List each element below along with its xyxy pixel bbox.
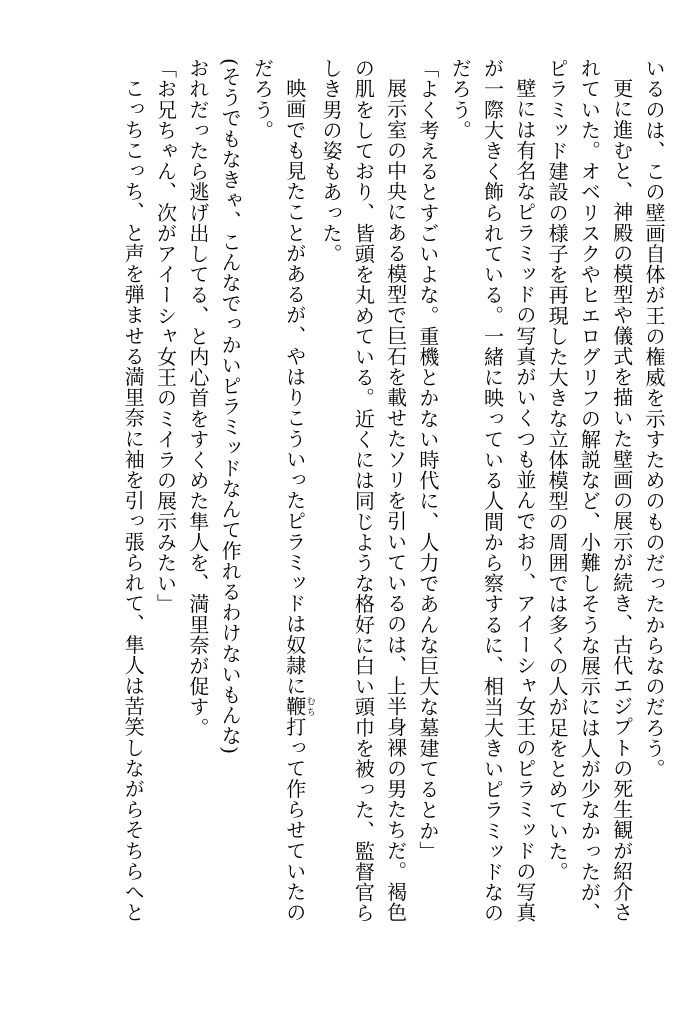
text-line: いるのは、この壁画自体が王の権威を示すためのものだったからなのだろう。 [642,58,666,779]
text-line: だろう。 [250,58,275,141]
text-line: の肌をしており、皆頭を丸めている。近くには同じような格好に白い頭巾を被った、監督官ら [351,58,376,924]
text-line: 展示室の中央にある模型で巨石を載せたソリを引いているのは、上半身裸の男たちだ。褐色 [383,78,408,923]
ruby-base: 鞭 [282,696,307,717]
text-line: しき男の姿もあった。 [319,58,344,264]
text-segment: 映画でも見たことがあるが、やはりこういったピラミッドは奴隷に [282,78,307,696]
vertical-text-body [117,58,670,978]
text-line: 更に進むと、神殿の模型や儀式を描いた壁画の展示が続き、古代エジプトの死生観が紹介さ [609,78,634,923]
text-line: ピラミッド建設の様子を再現した大きな立体模型の周囲では多くの人が足をとめていた。 [545,58,570,882]
thought-line: (そうでもなきゃ、こんなでっかいピラミッドなんて作れるわけないもんな) [218,58,243,755]
text-line: れていた。オベリスクやヒエログリフの解説など、小難しそうな展示には人が少なかったが、 [577,58,602,924]
text-line: こっちこっち、と声を弾ませる満里奈に袖を引っ張られて、隼人は苦笑しながらそちらへと [121,78,146,923]
text-segment: 打って作らせていたの [282,716,307,923]
dialogue-line: 「よく考えるとすごいよな。重機とかない時代に、人力であんな巨大な墓建てるとか」 [415,58,440,862]
ruby-muchi [282,696,315,717]
text-line: だろう。 [448,58,473,141]
text-line-with-ruby [278,58,314,978]
dialogue-line: 「お兄ちゃん、次がアイーシャ女王のミイラの展示みたい」 [153,58,178,615]
text-line: 壁には有名なピラミッドの写真がいくつも並んでおり、アイーシャ女王のピラミッドの写真 [512,78,537,923]
ruby-reading: むち [304,696,315,717]
text-line: おれだったら逃げ出してる、と内心首をすくめた隼人を、満里奈が促す。 [185,58,210,738]
text-line: が一際大きく飾られている。一緒に映っている人間から察するに、相当大きいピラミッドなの [480,58,505,924]
